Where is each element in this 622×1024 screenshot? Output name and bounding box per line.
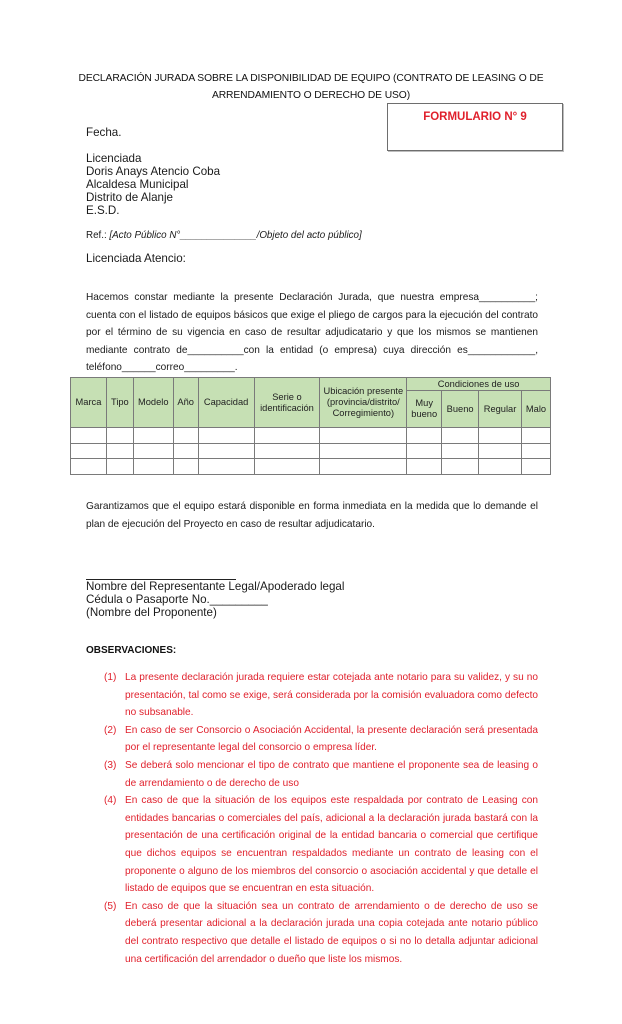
table-cell[interactable]: [173, 459, 198, 475]
column-header-marca: Marca: [71, 378, 107, 428]
addressee-district: Distrito de Alanje: [86, 191, 173, 204]
table-cell[interactable]: [106, 459, 133, 475]
observation-number: (1): [104, 672, 117, 683]
title-line-1: DECLARACIÓN JURADA SOBRE LA DISPONIBILIDAD DE EQUIPO (CONTRATO DE LEASING O DE: [78, 73, 544, 84]
document-title: [70, 71, 552, 104]
column-header-capacidad: Capacidad: [198, 378, 254, 428]
signature-block: [86, 580, 344, 619]
observation-number: (5): [104, 900, 117, 912]
equipment-table: [70, 377, 551, 475]
table-cell[interactable]: [106, 428, 133, 444]
table-cell[interactable]: [133, 443, 173, 459]
signature-id: Cédula o Pasaporte No._________: [86, 593, 268, 606]
table-cell[interactable]: [173, 443, 198, 459]
reference-text: [Acto Público N°______________/Objeto del acto público]: [109, 230, 362, 241]
table-cell[interactable]: [71, 443, 107, 459]
date-label: Fecha.: [86, 126, 122, 139]
table-cell[interactable]: [521, 443, 550, 459]
observations-title: OBSERVACIONES:: [86, 645, 177, 656]
table-cell[interactable]: [521, 428, 550, 444]
observation-item: [104, 898, 538, 968]
table-cell[interactable]: [407, 428, 442, 444]
table-cell[interactable]: [198, 443, 254, 459]
table-cell[interactable]: [198, 428, 254, 444]
column-header-ubicacion: Ubicación presente (provincia/distrito/ Corregimiento): [320, 378, 407, 428]
addressee-title: Licenciada: [86, 152, 142, 165]
greeting: Licenciada Atencio:: [86, 252, 186, 265]
table-cell[interactable]: [71, 428, 107, 444]
addressee-position: Alcaldesa Municipal: [86, 178, 189, 191]
table-cell[interactable]: [521, 459, 550, 475]
observation-item: [104, 792, 538, 898]
observation-number: (2): [104, 724, 117, 736]
observation-text: En caso de ser Consorcio o Asociación Accidental, la presente declaración será presentada por el representante legal del consorcio o empresa líder.: [125, 724, 538, 754]
column-header-malo: Malo: [521, 391, 550, 428]
table-cell[interactable]: [442, 443, 479, 459]
observation-text: En caso de que la situación sea un contrato de arrendamiento o de derecho de uso se deberá presentar adicional a la declaración jurada una copia cotejada ante notario público del contrato respectivo que detalle el listado de equipos o si no lo detalla adjuntar adicional una certificación del arrendador o dueño que liste los mismos.: [125, 900, 538, 965]
table-cell[interactable]: [442, 459, 479, 475]
observation-text: La presente declaración jurada requiere estar cotejada ante notario para su validez, y su no presentación, tal como se exige, será considerada por la comisión evaluadora como defecto no subsanable.: [125, 672, 538, 719]
observation-item: [104, 722, 538, 757]
table-cell[interactable]: [320, 443, 407, 459]
table-cell[interactable]: [254, 443, 320, 459]
table-cell[interactable]: [320, 459, 407, 475]
observations-list: [104, 669, 538, 968]
table-cell[interactable]: [407, 443, 442, 459]
column-group-condiciones: Condiciones de uso: [407, 378, 551, 391]
form-number-box: [387, 103, 563, 151]
column-header-tipo: Tipo: [106, 378, 133, 428]
addressee-name: Doris Anays Atencio Coba: [86, 165, 221, 178]
table-cell[interactable]: [254, 428, 320, 444]
table-cell[interactable]: [106, 443, 133, 459]
table-cell[interactable]: [407, 459, 442, 475]
observation-number: (3): [104, 759, 117, 771]
observation-number: (4): [104, 795, 117, 807]
table-cell[interactable]: [133, 428, 173, 444]
column-header-modelo: Modelo: [133, 378, 173, 428]
signature-representative: Nombre del Representante Legal/Apoderado legal: [86, 580, 345, 593]
column-header-serie: Serie o identificación: [254, 378, 320, 428]
table-cell[interactable]: [198, 459, 254, 475]
table-cell[interactable]: [442, 428, 479, 444]
observation-item: [104, 669, 538, 722]
reference-prefix: Ref.:: [86, 230, 110, 241]
form-number-label: FORMULARIO N° 9: [423, 111, 527, 123]
column-header-muy-bueno: Muy bueno: [407, 391, 442, 428]
column-header-regular: Regular: [479, 391, 522, 428]
table-cell[interactable]: [320, 428, 407, 444]
signature-proponent: (Nombre del Proponente): [86, 606, 217, 619]
addressee-esd: E.S.D.: [86, 204, 120, 217]
table-row: [71, 459, 551, 475]
addressee-block: [86, 152, 220, 217]
guarantee-paragraph: Garantizamos que el equipo estará disponible en forma inmediata en la medida que lo demande el plan de ejecución del Proyecto en caso de resultar adjudicatario.: [86, 501, 538, 530]
column-header-ano: Año: [173, 378, 198, 428]
table-cell[interactable]: [173, 428, 198, 444]
table-cell[interactable]: [71, 459, 107, 475]
equipment-table-body: [71, 428, 551, 475]
title-line-2: ARRENDAMIENTO O DERECHO DE USO): [211, 89, 411, 101]
observation-text: Se deberá solo mencionar el tipo de contrato que mantiene el proponente sea de leasing o de arrendamiento o de derecho de uso: [125, 759, 538, 789]
table-cell[interactable]: [479, 459, 522, 475]
table-cell[interactable]: [133, 459, 173, 475]
column-header-bueno: Bueno: [442, 391, 479, 428]
observation-text: En caso de que la situación de los equipos este respaldada por contrato de Leasing con entidades bancarias o comerciales del país, adicional a la declaración jurada bastará con la presentación de una certificación original de la entidad bancaria o comercial que certifique que dichos equipos se encuentran respaldados mediante un contrato de leasing con el proponente o alguno de los miembros del consorcio o asociación accidental y que detalle el listado de equipos que se encuentran en esta situación.: [125, 795, 538, 895]
table-row: [71, 443, 551, 459]
table-cell[interactable]: [479, 428, 522, 444]
reference-line: [86, 230, 362, 241]
observation-item: [104, 757, 538, 792]
declaration-paragraph: Hacemos constar mediante la presente Declaración Jurada, que nuestra empresa__________; cuenta con el listado de equipos básicos que exige el pliego de cargos para la ejecución del contrato por el término de su vigencia en caso de resultar adjudicatario y que los mismos se mantienen mediante contrato de__________con la entidad (o empresa) cuya dirección es____________, teléfono______correo_________.: [86, 292, 538, 374]
table-cell[interactable]: [254, 459, 320, 475]
table-row: [71, 428, 551, 444]
table-cell[interactable]: [479, 443, 522, 459]
